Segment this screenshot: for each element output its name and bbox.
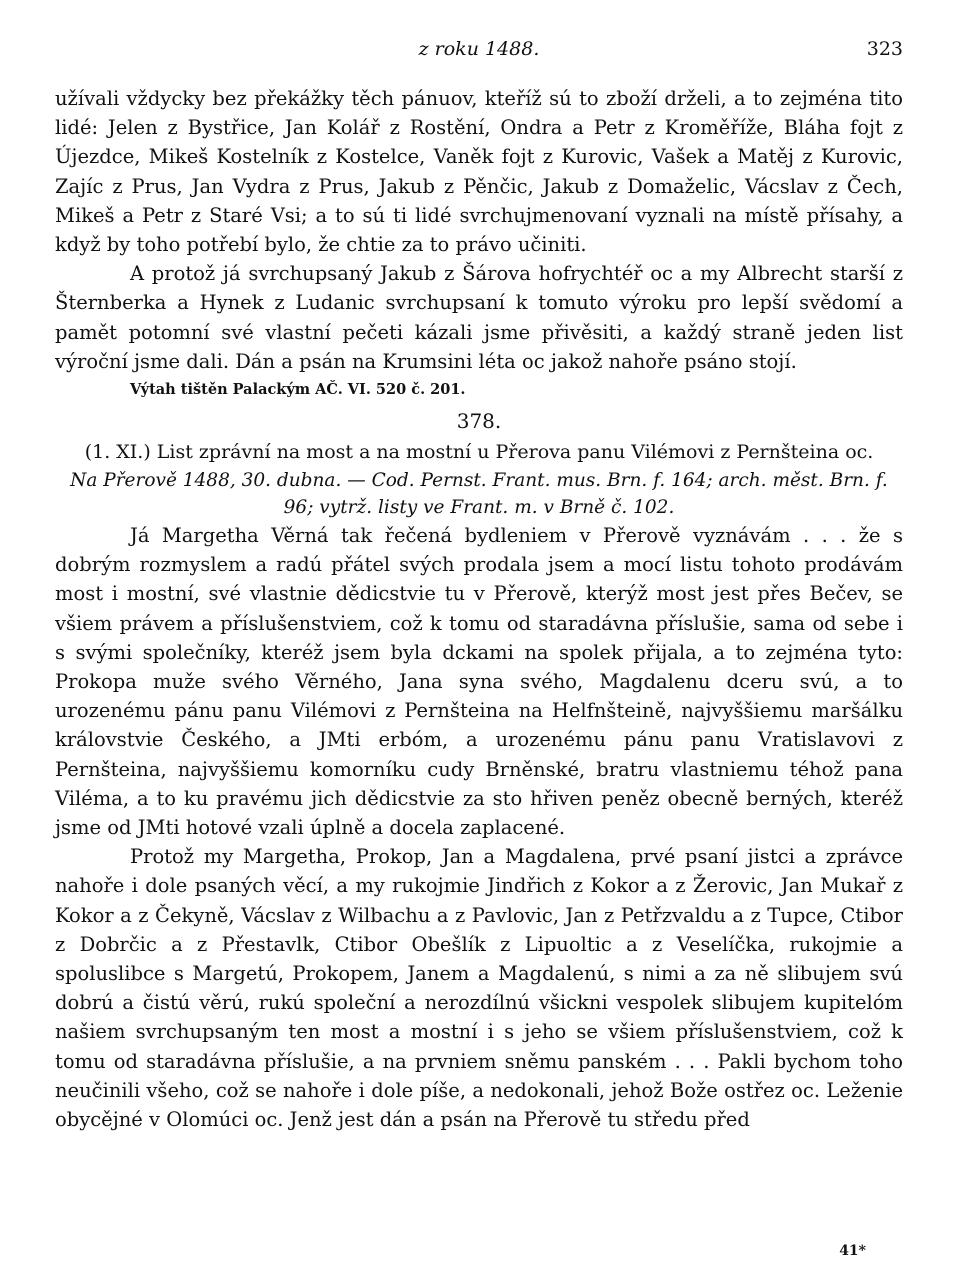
page-body — [55, 84, 903, 1134]
signature-mark: 41* — [839, 1243, 866, 1259]
page-header — [55, 38, 903, 68]
paragraph-seal-clause: A protož já svrchupsaný Jakub z Šárova hofrychtéř oc a my Albrecht starší z Šternberka a Hynek z Ludanic svrchupsaní k tomuto výroku pro lepší svědomí a pamět potomní své vlastní pečeti kázali jsme přivěsiti, a každý straně jeden list výroční jsme dali. Dán a psán na Krumsini léta oc jakož nahoře psáno stojí. — [55, 262, 903, 373]
document-origin: Na Přerově 1488, 30. dubna. — Cod. Pernst. Frant. mus. Brn. f. 164; arch. měst. Brn. f. 96; vytrž. listy ve Frant. m. v Brně č. 102. — [70, 470, 888, 519]
document-number: 378. — [456, 409, 502, 434]
page-number: 323 — [866, 38, 903, 60]
paragraph-sale: Já Margetha Věrná tak řečená bydleniem v Přerově vyznávám . . . že s dobrým rozmyslem a radú přátel svých prodala jsem a mocí listu tohoto prodávám most i mostní, své vlastnie dědicstvie tu v Přerově, kterýž most jest přes Bečev, se všiem právem a příslušenstviem, což k tomu od staradávna příslušie, sama od sebe i s svými společníky, kteréž jsem byla dckami na spolek přijala, a to zejména tyto: Prokopa muže svého Věrného, Jana syna svého, Magdalenu dceru svú, a to urozenému pánu panu Vilémovi z Pernšteina na Helfnšteině, najvyššiemu maršálku královstvie Českého, a JMti erbóm, a urozenému pánu panu Vratislavovi z Pernšteina, najvyššiemu komorníku cudy Brněnské, bratru vlastniemu téhož pana Viléma, a to ku pravému jich dědicstvie za sto hřiven peněz obecně berných, kteréž jsme od JMti hotové vzali úplně a docela zaplacené. — [55, 524, 903, 840]
source-note: Výtah tištěn Palackým AČ. VI. 520 č. 201. — [130, 381, 466, 399]
running-title: z roku 1488. — [418, 38, 540, 60]
paragraph-continued: užívali vždycky bez překážky těch pánuov, kteříž sú to zboží drželi, a to zejména tito lidé: Jelen z Bystřice, Jan Kolář z Rostění, Ondra a Petr z Kroměříže, Bláha fojt z Újezdce, Mikeš Kostelník z Kostelce, Vaněk fojt z Kurovic, Vašek a Matěj z Kurovic, Zajíc z Prus, Jan Vydra z Prus, Jakub z Pěnčic, Jakub z Domaželic, Vácslav z Čech, Mikeš a Petr z Staré Vsi; a to sú ti lidé svrchujmenovaní vyznali na místě přísahy, a když by toho potřebí bylo, že chtie za to právo učiniti. — [55, 87, 903, 257]
paragraph-guarantors: Protož my Margetha, Prokop, Jan a Magdalena, prvé psaní jistci a zprávce nahoře i dole psaných věcí, a my rukojmie Jindřich z Kokor a z Žerovic, Jan Mukař z Kokor a z Čekyně, Vácslav z Wilbachu a z Pavlovic, Jan z Petřzvaldu a z Tupce, Ctibor z Dobrčic a z Přestavlk, Ctibor Obešlík z Lipuoltic a z Veselíčka, rukojmie a spoluslibce s Margetú, Prokopem, Janem a Magdalenú, s nimi a za ně slibujem svú dobrú a čistú věrú, rukú společní a nerozdílnú všickni vespolek slibujem kupitelóm našiem svrchupsaným ten most a mostní i s jeho se všiem příslušenstviem, což k tomu od staradávna příslušie, a na prvniem sněmu panském . . . Pakli bychom toho neučinili všeho, což se nahoře i dole píše, a nedokonali, jehož Bože ostřez oc. Leženie obycějné v Olomúci oc. Jenž jest dán a psán na Přerově tu středu před — [55, 845, 903, 1132]
document-regest: (1. XI.) List zprávní na most a na mostní u Přerova panu Vilémovi z Pernšteina oc. — [84, 441, 874, 464]
